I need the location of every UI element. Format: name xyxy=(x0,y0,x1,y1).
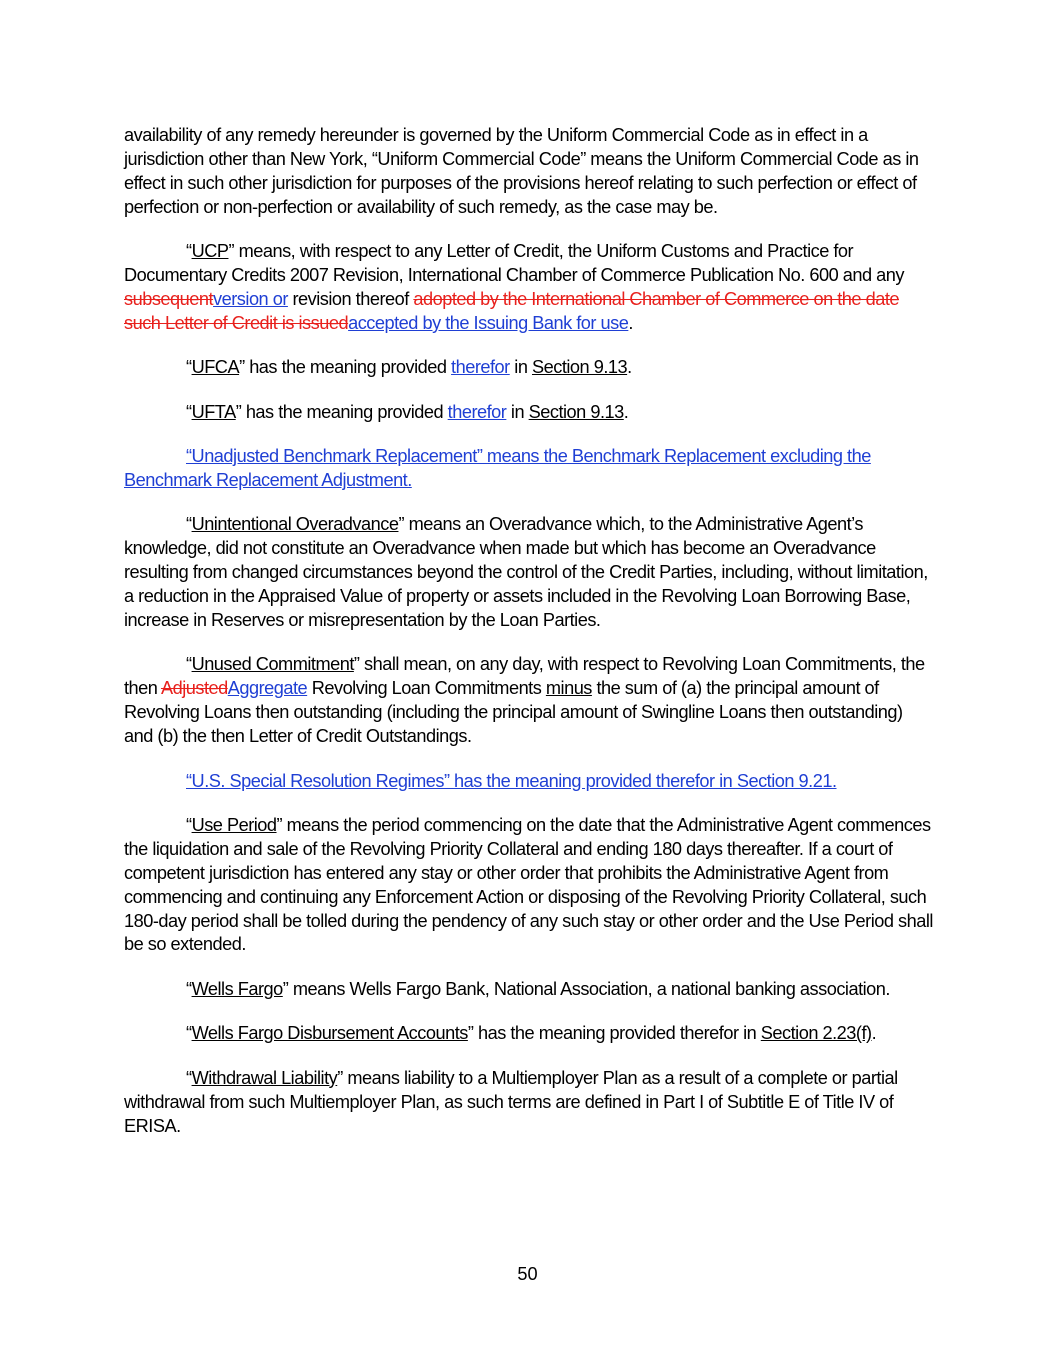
deleted-text: Adjusted xyxy=(160,678,228,699)
definition-text: . xyxy=(627,357,632,378)
definition-text: in xyxy=(509,357,532,378)
inserted-text: Aggregate xyxy=(227,678,308,699)
page-number: 50 xyxy=(517,1264,538,1284)
definition-ucc-continuation xyxy=(124,124,934,220)
section-reference: Section 2.23(f) xyxy=(760,1023,872,1044)
definition-withdrawal-liability xyxy=(124,1067,934,1139)
defined-term: UFCA xyxy=(191,357,240,378)
definition-text: ” means liability to a Multiemployer Plan as a result of a complete or partial withdrawal from such Multiemployer Plan, as such terms are defined in Part I of Subtitle E of Title IV of ERISA. xyxy=(124,1067,898,1136)
definition-text: revision thereof xyxy=(287,288,414,309)
open-quote: “ xyxy=(186,401,192,422)
open-quote: “ xyxy=(186,241,192,262)
inserted-text: version or xyxy=(213,288,288,309)
open-quote: “ xyxy=(186,978,192,999)
defined-term: UFTA xyxy=(191,401,236,422)
definition-text: the sum of (a) the principal amount of Revolving Loans then outstanding (including the principal amount of Swingline Loans then outstanding) and (b) the then Letter of Credit Outstandings. xyxy=(124,678,903,747)
definition-wells-fargo-disbursement xyxy=(124,1022,934,1046)
defined-term: UCP xyxy=(191,241,229,262)
definition-unintentional-overadvance xyxy=(124,513,934,633)
section-reference: Section 9.13 xyxy=(532,357,628,378)
inserted-text: accepted by the Issuing Bank for use xyxy=(348,312,629,333)
inserted-text: therefor xyxy=(447,401,507,422)
inserted-text: “U.S. Special Resolution Regimes” has the meaning provided therefor in Section 9.21. xyxy=(186,770,837,791)
defined-term: Unintentional Overadvance xyxy=(191,514,399,535)
definition-text: ” means the period commencing on the date that the Administrative Agent commences the liquidation and sale of the Revolving Priority Collateral and ending 180 days thereafter. If a court of competent jurisdiction has entered any stay or other order that prohibits the Administrative Agent from commencing and continuing any Enforcement Action or disposing of the Revolving Priority Collateral, such 180-day period shall be tolled during the pendency of any such stay or other order and the Use Period shall be so extended. xyxy=(124,814,933,955)
defined-term: Withdrawal Liability xyxy=(191,1067,338,1088)
definition-ucp xyxy=(124,240,934,336)
definition-text: ” means an Overadvance which, to the Administrative Agent’s knowledge, did not constitute an Overadvance when made but which has become an Overadvance resulting from changed circumstances beyond the control of the Credit Parties, including, without limitation, a reduction in the Appraised Value of property or assets included in the Revolving Loan Borrowing Base, increase in Reserves or misrepresentation by the Loan Parties. xyxy=(124,514,928,630)
definition-text: in xyxy=(506,401,529,422)
definition-unadjusted-benchmark xyxy=(124,445,934,493)
inserted-text: therefor xyxy=(451,357,510,378)
section-reference: Section 9.13 xyxy=(528,401,624,422)
open-quote: “ xyxy=(186,514,192,535)
definition-text: ” has the meaning provided xyxy=(235,401,448,422)
definition-use-period xyxy=(124,814,934,957)
definition-wells-fargo xyxy=(124,978,934,1002)
open-quote: “ xyxy=(186,1067,192,1088)
definition-us-special-resolution xyxy=(124,770,934,794)
emphasized-term: minus xyxy=(545,678,592,699)
defined-term: Unused Commitment xyxy=(191,654,354,675)
definition-text: ” means, with respect to any Letter of Credit, the Uniform Customs and Practice for Documentary Credits 2007 Revision, International Chamber of Commerce Publication No. 600 and any xyxy=(124,241,904,286)
definition-text: . xyxy=(623,401,629,422)
paragraph-text: availability of any remedy hereunder is governed by the Uniform Commercial Code as in effect in a jurisdiction other than New York, “Uniform Commercial Code” means the Uniform Commercial Code as in effect in such other jurisdiction for purposes of the provisions hereof relating to such perfection or effect of perfection or non-perfection or availability of such remedy, as the case may be. xyxy=(124,125,919,217)
definition-ufta xyxy=(124,401,934,425)
definition-ufca xyxy=(124,356,934,380)
definition-text: ” has the meaning provided therefor in xyxy=(467,1023,761,1044)
definition-text: . xyxy=(871,1023,877,1044)
definition-text: . xyxy=(628,312,633,333)
deleted-text: subsequent xyxy=(124,288,214,309)
open-quote: “ xyxy=(186,1023,192,1044)
definition-unused-commitment xyxy=(124,653,934,749)
defined-term: Wells Fargo xyxy=(191,978,283,999)
definition-text: ” shall mean, on any day, with respect to Revolving Loan Commitments, the then xyxy=(124,654,925,699)
inserted-text: “Unadjusted Benchmark Replacement” means the Benchmark Replacement excluding the Benchmark Replacement Adjustment. xyxy=(124,446,871,490)
deleted-text: adopted by the International Chamber of Commerce on the date such Letter of Credit is issued xyxy=(124,288,899,333)
open-quote: “ xyxy=(186,357,192,378)
definition-text: ” means Wells Fargo Bank, National Association, a national banking association. xyxy=(282,978,890,999)
open-quote: “ xyxy=(186,654,192,675)
document-page xyxy=(124,124,934,1159)
definition-text: Revolving Loan Commitments xyxy=(307,678,546,699)
defined-term: Use Period xyxy=(191,814,277,835)
defined-term: Wells Fargo Disbursement Accounts xyxy=(191,1023,468,1044)
definition-text: ” has the meaning provided xyxy=(239,357,452,378)
open-quote: “ xyxy=(186,814,192,835)
